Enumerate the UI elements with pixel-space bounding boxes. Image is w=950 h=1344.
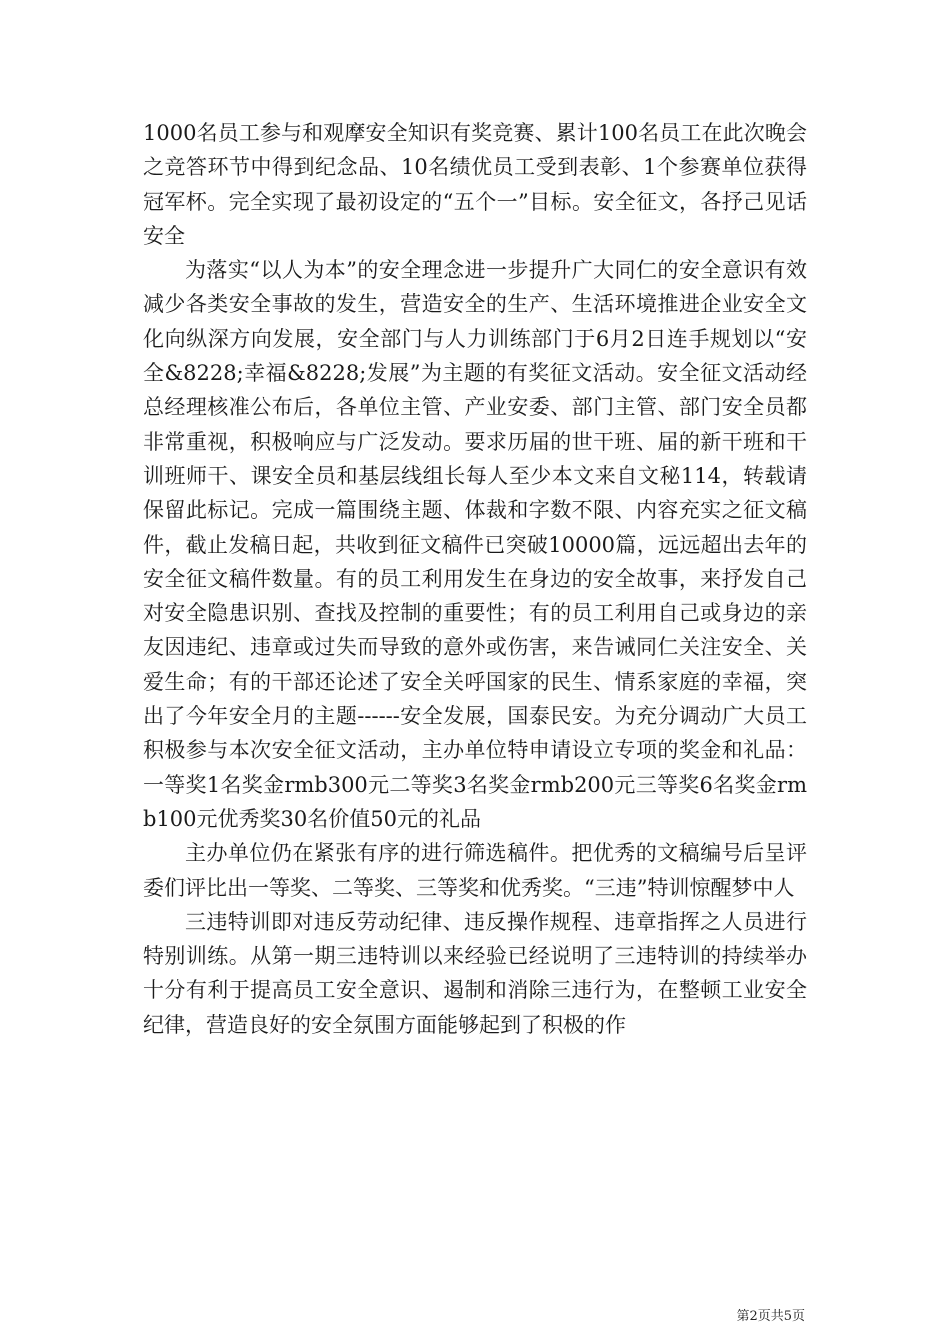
paragraph-2: 为落实“以人为本”的安全理念进一步提升广大同仁的安全意识有效减少各类安全事故的发生，营造安全的生产、生活环境推进企业安全文化向纵深方向发展，安全部门与人力训练部门于6月2日连手规划以“安全&8228;幸福&8228;发展”为主题的有奖征文活动。安全征文活动经总经理核准公布后，各单位主管、产业安委、部门主管、部门安全员都非常重视，积极响应与广泛发动。要求历届的世干班、届的新干班和干训班师干、课安全员和基层线组长每人至少本文来自文秘114，转载请保留此标记。完成一篇围绕主题、体裁和字数不限、内容充实之征文稿件，截止发稿日起，共收到征文稿件已突破10000篇，远远超出去年的安全征文稿件数量。有的员工利用发生在身边的安全故事，来抒发自己对安全隐患识别、查找及控制的重要性；有的员工利用自己或身边的亲友因违纪、违章或过失而导致的意外或伤害，来告诫同仁关注安全、关爱生命；有的干部还论述了安全关呼国家的民生、情系家庭的幸福，突出了今年安全月的主题------安全发展，国泰民安。为充分调动广大员工积极参与本次安全征文活动，主办单位特申请设立专项的奖金和礼品：一等奖1名奖金rmb300元二等奖3名奖金rmb200元三等奖6名奖金rmb100元优秀奖30名价值50元的礼品 [143,258,807,831]
paragraph-4: 三违特训即对违反劳动纪律、违反操作规程、违章指挥之人员进行特别训练。从第一期三违特训以来经验已经说明了三违特训的持续举办十分有利于提高员工安全意识、遏制和消除三违行为，在整顿工业安全纪律，营造良好的安全氛围方面能够起到了积极的作 [143,909,807,1037]
paragraph-1: 1000名员工参与和观摩安全知识有奖竞赛、累计100名员工在此次晚会之竞答环节中得到纪念品、10名绩优员工受到表彰、1个参赛单位获得冠军杯。完全实现了最初设定的“五个一”目标。安全征文，各抒己见话安全 [143,121,807,248]
document-body [143,116,807,1042]
page-number: 第2页共5页 [736,1309,805,1324]
paragraph-3: 主办单位仍在紧张有序的进行筛选稿件。把优秀的文稿编号后呈评委们评比出一等奖、二等奖、三等奖和优秀奖。“三违”特训惊醒梦中人 [143,841,807,900]
